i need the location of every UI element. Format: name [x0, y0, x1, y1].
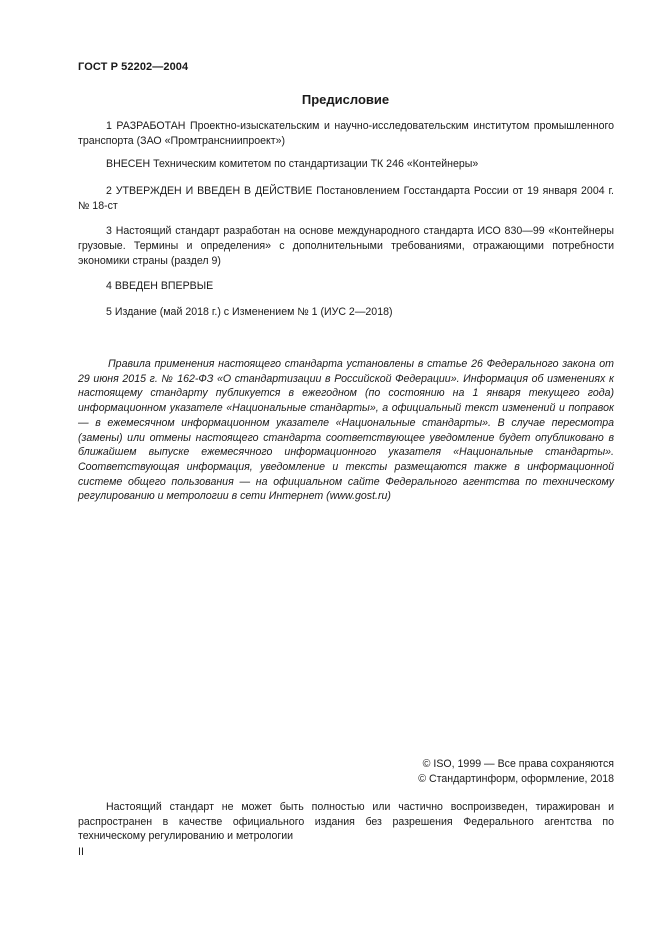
- paragraph-based-on-iso: 3 Настоящий стандарт разработан на основе международного стандарта ИСО 830—99 «Контейнеры грузовые. Термины и определения» с дополнительными требованиями, отражающими потребности экономики страны (раздел 9): [78, 225, 614, 267]
- paragraph-introduced-first: 4 ВВЕДЕН ВПЕРВЫЕ: [106, 280, 214, 292]
- page-number: II: [78, 846, 84, 858]
- copyright-iso: © ISO, 1999 — Все права сохраняются: [422, 758, 614, 770]
- copyright-standartinform: © Стандартинформ, оформление, 2018: [418, 773, 614, 785]
- paragraph-developed-by: 1 РАЗРАБОТАН Проектно-изыскательским и научно-исследовательским институтом промышленного транспорта (ЗАО «Промтрансниипроект»): [78, 120, 614, 147]
- document-id: ГОСТ Р 52202—2004: [78, 61, 189, 73]
- page-title: Предисловие: [301, 92, 390, 107]
- reproduction-notice: Настоящий стандарт не может быть полностью или частично воспроизведен, тиражирован и распространен в качестве официального издания без разрешения Федерального агентства по техническому регулированию и метрологии: [78, 801, 614, 842]
- paragraph-approved: 2 УТВЕРЖДЕН И ВВЕДЕН В ДЕЙСТВИЕ Постановлением Госстандарта России от 19 января 2004 г. № 18-ст: [78, 185, 614, 212]
- application-rules-notice: Правила применения настоящего стандарта установлены в статье 26 Федерального закона от 29 июня 2015 г. № 162-ФЗ «О стандартизации в Российской Федерации». Информация об изменениях к настоящему стандарту публикуется в ежегодном (по состоянию на 1 января текущего года) информационном указателе «Национальные стандарты», а официальный текст изменений и поправок — в ежемесячном информационном указателе «Национальные стандарты». В случае пересмотра (замены) или отмены настоящего стандарта соответствующее уведомление будет опубликовано в ближайшем выпуске ежемесячного информационного указателя «Национальные стандарты». Соответствующая информация, уведомление и тексты размещаются также в информационной системе общего пользования — на официальном сайте Федерального агентства по техническому регулированию и метрологии в сети Интернет (www.gost.ru): [78, 358, 614, 503]
- paragraph-introduced-by: ВНЕСЕН Техническим комитетом по стандартизации ТК 246 «Контейнеры»: [106, 158, 479, 170]
- paragraph-edition: 5 Издание (май 2018 г.) с Изменением № 1 (ИУС 2—2018): [106, 306, 393, 318]
